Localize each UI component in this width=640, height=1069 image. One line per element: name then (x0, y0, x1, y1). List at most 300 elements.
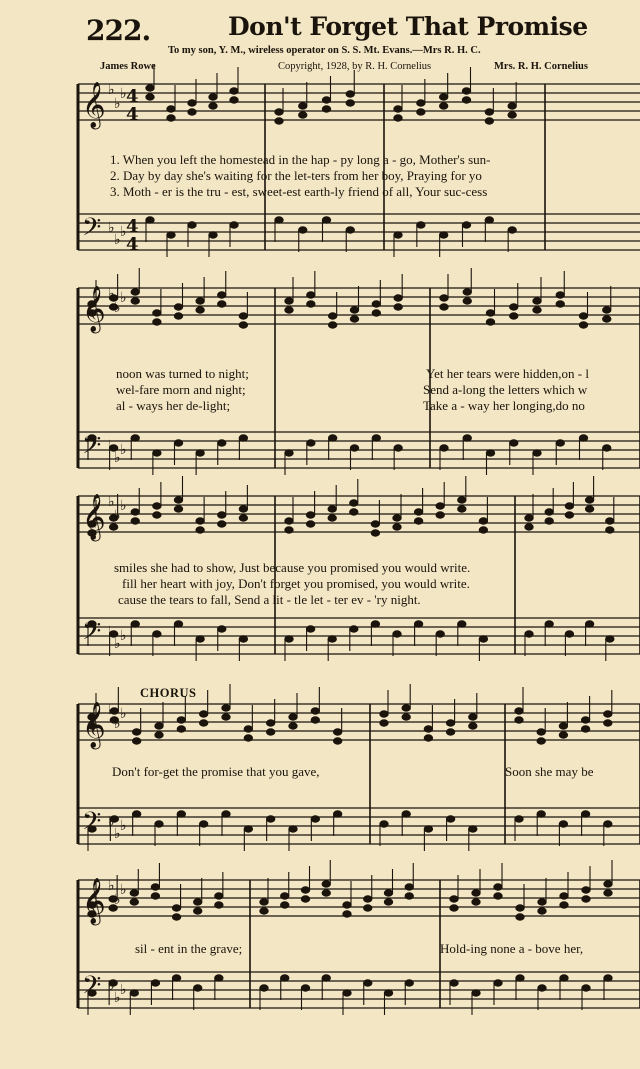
note-head (372, 301, 380, 307)
note-head (380, 720, 388, 726)
flat-icon: ♭ (120, 818, 127, 834)
bass-note-head (350, 445, 358, 451)
bass-note-head (131, 435, 139, 441)
bass-note-head (384, 990, 392, 996)
bass-note-head (328, 435, 336, 441)
note-head (275, 118, 283, 124)
bass-note-head (194, 985, 202, 991)
note-head (281, 902, 289, 908)
bass-note-head (222, 811, 230, 817)
flat-icon: ♭ (120, 628, 127, 644)
note-head (417, 109, 425, 115)
bass-clef-icon: 𝄢 (82, 617, 102, 652)
note-head (364, 896, 372, 902)
time-signature-bottom: 4 (126, 234, 139, 255)
flat-icon: ♭ (114, 826, 121, 842)
flat-icon: ♭ (108, 702, 115, 718)
note-head (196, 527, 204, 533)
chorus-line2-right: Hold-ing none a - bove her, (440, 941, 584, 956)
note-head (218, 512, 226, 518)
note-head (581, 717, 589, 723)
note-head (556, 301, 564, 307)
bass-note-head (311, 816, 319, 822)
note-head (275, 109, 283, 115)
note-head (604, 720, 612, 726)
verse2-line2-right: Send a-long the letters which w (423, 382, 588, 397)
note-head (394, 295, 402, 301)
note-head (343, 911, 351, 917)
note-head (559, 732, 567, 738)
copyright-notice: Copyright, 1928, by R. H. Cornelius (278, 61, 432, 72)
flat-icon: ♭ (108, 82, 115, 98)
bass-note-head (299, 227, 307, 233)
bass-note-head (486, 450, 494, 456)
bass-note-head (525, 631, 533, 637)
chorus-line1-right: Soon she may be (505, 764, 594, 779)
bass-note-head (196, 450, 204, 456)
note-head (109, 524, 117, 530)
note-head (196, 518, 204, 524)
note-head (393, 515, 401, 521)
bass-note-head (581, 811, 589, 817)
bass-clef-icon: 𝄢 (82, 807, 102, 842)
note-head (153, 319, 161, 325)
bass-note-head (322, 217, 330, 223)
note-head (350, 509, 358, 515)
note-head (177, 726, 185, 732)
bass-note-head (545, 621, 553, 627)
note-head (485, 109, 493, 115)
bass-note-head (556, 440, 564, 446)
flat-icon: ♭ (120, 86, 127, 102)
bass-note-head (130, 990, 138, 996)
note-head (537, 738, 545, 744)
verse1-line2-left: noon was turned to night; (116, 366, 249, 381)
flat-icon: ♭ (120, 706, 127, 722)
note-head (525, 515, 533, 521)
bass-note-head (510, 440, 518, 446)
note-head (167, 115, 175, 121)
clefs (82, 82, 139, 1006)
note-head (494, 884, 502, 890)
note-head (132, 729, 140, 735)
note-head (458, 506, 466, 512)
bass-clef-icon: 𝄢 (82, 971, 102, 1006)
note-head (281, 893, 289, 899)
verse3-line3: cause the tears to fall, Send a lit - tle let - ter ev - 'ry night. (118, 592, 421, 607)
bass-note-head (322, 975, 330, 981)
note-head (194, 908, 202, 914)
note-head (244, 735, 252, 741)
note-head (516, 905, 524, 911)
note-head (209, 103, 217, 109)
bass-note-head (172, 975, 180, 981)
bass-note-head (380, 821, 388, 827)
note-head (439, 94, 447, 100)
note-head (462, 97, 470, 103)
note-heads (88, 64, 614, 1015)
note-head (479, 527, 487, 533)
note-head (196, 307, 204, 313)
bass-note-head (209, 232, 217, 238)
note-head (485, 118, 493, 124)
note-head (346, 100, 354, 106)
bass-note-head (155, 821, 163, 827)
bass-note-head (230, 222, 238, 228)
bass-note-head (218, 626, 226, 632)
note-head (515, 717, 523, 723)
note-head (343, 902, 351, 908)
bass-note-head (196, 636, 204, 642)
bass-note-head (414, 621, 422, 627)
bass-note-head (289, 826, 297, 832)
bass-note-head (275, 217, 283, 223)
bass-note-head (494, 980, 502, 986)
verse2-line1: 2. Day by day she's waiting for the let-ters from her boy, Praying for yo (110, 168, 482, 183)
bass-note-head (371, 621, 379, 627)
bass-note-head (266, 816, 274, 822)
note-head (414, 509, 422, 515)
bass-note-head (479, 636, 487, 642)
note-head (446, 729, 454, 735)
note-head (222, 714, 230, 720)
flat-icon: ♭ (108, 878, 115, 894)
bass-note-head (603, 445, 611, 451)
bass-note-head (260, 985, 268, 991)
bass-note-head (405, 980, 413, 986)
note-head (153, 503, 161, 509)
note-head (239, 506, 247, 512)
note-head (218, 301, 226, 307)
bass-clef-icon: 𝄢 (82, 431, 102, 466)
note-head (516, 914, 524, 920)
bass-note-head (436, 631, 444, 637)
hymn-title: Don't Forget That Promise (228, 12, 588, 41)
note-head (380, 711, 388, 717)
bass-note-head (565, 631, 573, 637)
treble-clef-icon: 𝄞 (82, 878, 106, 924)
note-head (350, 500, 358, 506)
bass-note-head (218, 440, 226, 446)
note-head (545, 509, 553, 515)
note-head (328, 322, 336, 328)
note-head (146, 94, 154, 100)
note-head (301, 887, 309, 893)
note-head (486, 310, 494, 316)
note-head (405, 884, 413, 890)
note-head (346, 91, 354, 97)
note-head (439, 103, 447, 109)
flat-icon: ♭ (120, 442, 127, 458)
note-head (606, 518, 614, 524)
note-head (289, 714, 297, 720)
note-head (132, 738, 140, 744)
note-head (177, 717, 185, 723)
note-head (130, 890, 138, 896)
note-head (479, 518, 487, 524)
note-head (307, 292, 315, 298)
note-head (603, 307, 611, 313)
note-head (371, 521, 379, 527)
note-head (462, 88, 470, 94)
note-head (260, 899, 268, 905)
note-head (333, 738, 341, 744)
note-head (394, 115, 402, 121)
note-head (510, 304, 518, 310)
bass-note-head (174, 621, 182, 627)
flat-icon: ♭ (120, 882, 127, 898)
note-head (285, 307, 293, 313)
note-head (472, 890, 480, 896)
bass-note-head (285, 636, 293, 642)
bass-note-head (439, 232, 447, 238)
chorus-label: CHORUS (140, 686, 197, 700)
flat-icon: ♭ (120, 982, 127, 998)
flat-icon: ♭ (108, 220, 115, 236)
bass-note-head (188, 222, 196, 228)
note-head (322, 881, 330, 887)
note-head (301, 896, 309, 902)
note-head (328, 506, 336, 512)
note-head (218, 292, 226, 298)
note-head (155, 723, 163, 729)
note-head (606, 527, 614, 533)
note-head (230, 88, 238, 94)
chorus-line1-left: Don't for-get the promise that you gave, (112, 764, 320, 779)
composer-credit: Mrs. R. H. Cornelius (494, 61, 588, 72)
note-head (289, 723, 297, 729)
note-head (508, 112, 516, 118)
note-head (153, 512, 161, 518)
bass-note-head (458, 621, 466, 627)
bass-note-head (537, 811, 545, 817)
treble-clef-icon: 𝄞 (82, 494, 106, 540)
chorus-line2-left: sil - ent in the grave; (135, 941, 243, 956)
note-head (494, 893, 502, 899)
bass-note-head (402, 811, 410, 817)
bass-note-head (393, 631, 401, 637)
note-head (364, 905, 372, 911)
flat-icon: ♭ (114, 636, 121, 652)
note-head (384, 899, 392, 905)
note-head (218, 521, 226, 527)
bass-note-head (560, 975, 568, 981)
note-head (556, 292, 564, 298)
note-head (538, 908, 546, 914)
note-head (174, 313, 182, 319)
note-head (393, 524, 401, 530)
bass-note-head (533, 450, 541, 456)
bass-note-head (485, 217, 493, 223)
bass-note-head (508, 227, 516, 233)
note-head (322, 890, 330, 896)
bass-note-head (301, 985, 309, 991)
note-head (188, 100, 196, 106)
note-head (402, 705, 410, 711)
note-head (414, 518, 422, 524)
note-head (322, 97, 330, 103)
verse2-line3: fill her heart with joy, Don't forget you promised, you would write. (122, 576, 470, 591)
note-head (239, 515, 247, 521)
bass-note-head (516, 975, 524, 981)
note-head (372, 310, 380, 316)
bass-note-head (538, 985, 546, 991)
note-head (446, 720, 454, 726)
note-head (604, 881, 612, 887)
flat-icon: ♭ (108, 978, 115, 994)
verse3-line2-right: Take a - way her longing,do no (423, 398, 585, 413)
flat-icon: ♭ (114, 716, 121, 732)
verse1-line3: smiles she had to show, Just because you promised you would write. (114, 560, 471, 575)
bass-note-head (215, 975, 223, 981)
note-head (538, 899, 546, 905)
note-head (209, 94, 217, 100)
bass-note-head (333, 811, 341, 817)
treble-clef-icon: 𝄞 (82, 82, 106, 128)
note-head (402, 714, 410, 720)
note-head (436, 503, 444, 509)
note-head (230, 97, 238, 103)
note-head (560, 902, 568, 908)
note-head (299, 103, 307, 109)
note-head (604, 890, 612, 896)
note-head (486, 319, 494, 325)
note-head (199, 711, 207, 717)
note-head (604, 711, 612, 717)
verse1-line1: 1. When you left the homestead in the hap - py long a - go, Mother's sun- (110, 152, 491, 167)
note-head (508, 103, 516, 109)
note-head (260, 908, 268, 914)
bass-note-head (174, 440, 182, 446)
note-head (384, 890, 392, 896)
note-head (306, 521, 314, 527)
flat-icon: ♭ (108, 624, 115, 640)
note-head (424, 735, 432, 741)
note-head (215, 893, 223, 899)
note-head (306, 512, 314, 518)
note-head (582, 896, 590, 902)
note-head (472, 899, 480, 905)
bass-note-head (450, 980, 458, 986)
flat-icon: ♭ (108, 286, 115, 302)
flat-icon: ♭ (108, 438, 115, 454)
note-head (469, 723, 477, 729)
bass-note-head (585, 621, 593, 627)
bass-note-head (604, 975, 612, 981)
bass-note-head (146, 217, 154, 223)
note-head (328, 515, 336, 521)
bass-note-head (307, 440, 315, 446)
note-head (131, 298, 139, 304)
note-head (311, 717, 319, 723)
flat-icon: ♭ (108, 494, 115, 510)
note-head (153, 310, 161, 316)
note-head (579, 322, 587, 328)
bass-note-head (199, 821, 207, 827)
bass-note-head (606, 636, 614, 642)
bass-note-head (364, 980, 372, 986)
bass-note-head (463, 435, 471, 441)
staves (78, 84, 640, 1008)
bass-note-head (239, 435, 247, 441)
note-head (151, 893, 159, 899)
note-head (510, 313, 518, 319)
note-head (307, 301, 315, 307)
note-head (222, 705, 230, 711)
note-head (585, 497, 593, 503)
note-head (458, 497, 466, 503)
note-head (450, 905, 458, 911)
note-head (537, 729, 545, 735)
note-head (285, 518, 293, 524)
note-head (350, 316, 358, 322)
bass-note-head (281, 975, 289, 981)
bass-note-head (440, 445, 448, 451)
bass-note-head (153, 450, 161, 456)
time-signature-top: 4 (126, 216, 139, 237)
note-head (285, 298, 293, 304)
flat-icon: ♭ (114, 300, 121, 316)
bass-note-head (472, 990, 480, 996)
flat-icon: ♭ (114, 450, 121, 466)
note-head (469, 714, 477, 720)
treble-clef-icon: 𝄞 (82, 702, 106, 748)
bass-note-head (515, 816, 523, 822)
verse1-line2-right: Yet her tears were hidden,on - l (426, 366, 589, 381)
note-head (545, 518, 553, 524)
note-head (463, 298, 471, 304)
verse2-line2-left: wel-fare morn and night; (116, 382, 246, 397)
note-head (560, 893, 568, 899)
bass-note-head (153, 631, 161, 637)
time-signature-bottom: 4 (126, 104, 139, 125)
hymn-number: 222. (86, 14, 151, 47)
flat-icon: ♭ (114, 232, 121, 248)
note-head (131, 509, 139, 515)
note-head (417, 100, 425, 106)
note-head (266, 729, 274, 735)
note-head (424, 726, 432, 732)
note-head (350, 307, 358, 313)
note-head (215, 902, 223, 908)
bass-note-head (446, 816, 454, 822)
flat-icon: ♭ (120, 290, 127, 306)
bass-note-head (343, 990, 351, 996)
note-head (515, 708, 523, 714)
bass-note-head (346, 227, 354, 233)
note-head (151, 884, 159, 890)
bass-note-head (167, 232, 175, 238)
flat-icon: ♭ (120, 498, 127, 514)
bass-note-head (285, 450, 293, 456)
bass-note-head (462, 222, 470, 228)
note-head (244, 726, 252, 732)
bass-note-head (306, 626, 314, 632)
bass-note-head (177, 811, 185, 817)
note-head (131, 289, 139, 295)
note-head (525, 524, 533, 530)
flat-icon: ♭ (114, 990, 121, 1006)
bass-note-head (394, 445, 402, 451)
note-head (167, 106, 175, 112)
note-head (436, 512, 444, 518)
bass-clef-icon: 𝄢 (82, 213, 102, 248)
flat-icon: ♭ (114, 96, 121, 112)
flat-icon: ♭ (108, 814, 115, 830)
note-head (582, 887, 590, 893)
note-head (196, 298, 204, 304)
note-head (603, 316, 611, 322)
